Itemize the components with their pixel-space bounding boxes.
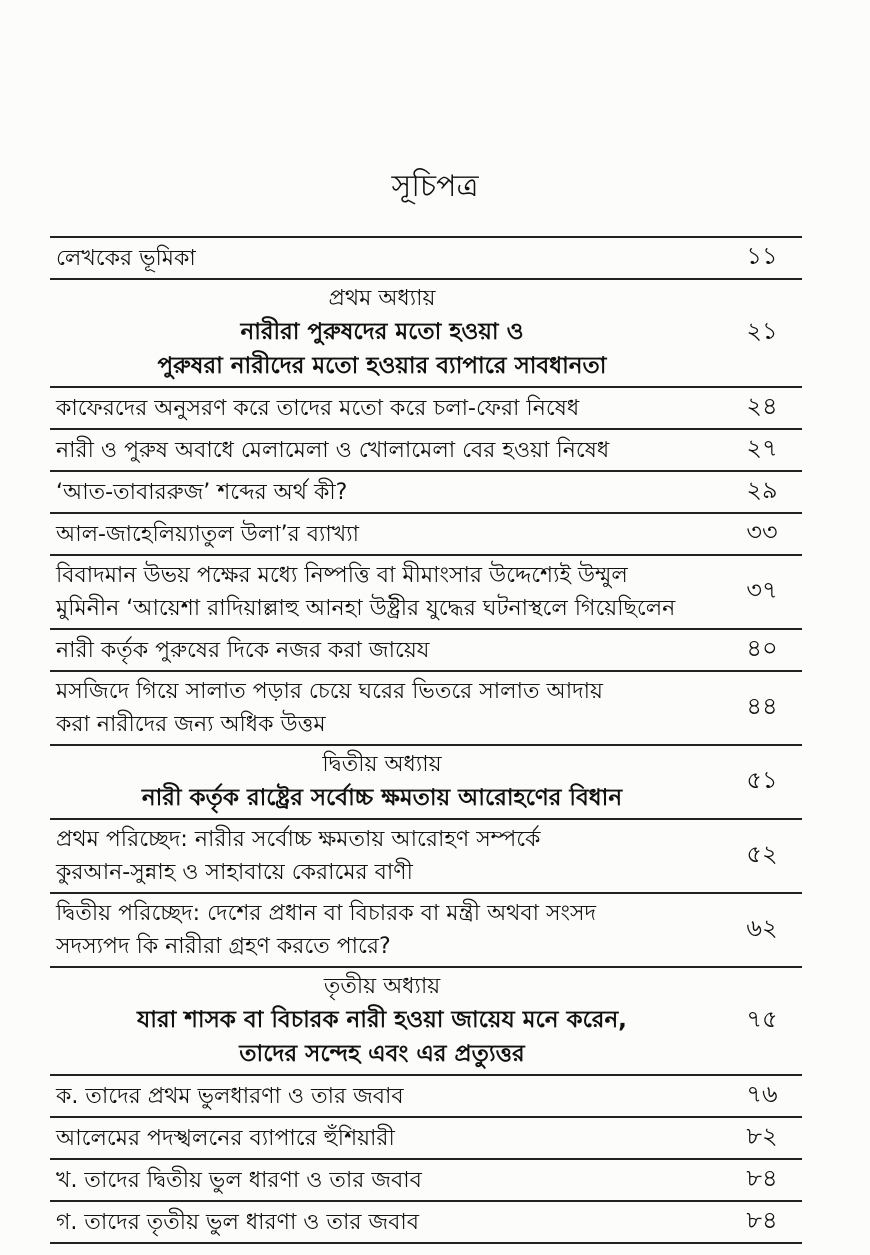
chapter-entry [50,746,802,818]
toc-entry [50,388,802,428]
page-number: ২৭ [746,434,778,462]
toc-entry [50,238,802,278]
page-number: ৬২ [746,914,778,942]
page-number: ৫১ [746,766,778,794]
toc-entry [50,1076,802,1116]
entry-text: ক. তাদের প্রথম ভুলধারণা ও তার জবাব [56,1083,404,1109]
entry-text [50,746,722,818]
page-number: ২১ [746,317,778,345]
toc-entry [50,1202,802,1242]
entry-text: খ. তাদের দ্বিতীয় ভুল ধারণা ও তার জবাব [56,1167,422,1193]
chapter-label: দ্বিতীয় অধ্যায় [322,752,442,777]
entry-text: আল-জাহেলিয়্যাতুল উলা’র ব্যাখ্যা [56,521,359,547]
entry-text: ‘আত-তাবাররুজ’ শব্দের অর্থ কী? [56,479,348,505]
toc-entry [50,1160,802,1200]
toc-entry [50,472,802,512]
entry-text: দ্বিতীয় পরিচ্ছেদ: দেশের প্রধান বা বিচারক বা মন্ত্রী অথবা সংসদ সদস্যপদ কি নারীরা গ্রহণ করতে পারে? [56,901,597,959]
toc-entry [50,430,802,470]
page-number: ৪৪ [746,692,778,720]
chapter-heading: নারীরা পুরুষদের মতো হওয়া ও পুরুষরা নারীদের মতো হওয়ার ব্যাপারে সাবধানতা [157,319,607,379]
chapter-label: প্রথম অধ্যায় [328,286,436,311]
toc-entry [50,820,802,892]
toc-entry [50,894,802,966]
entry-text: বিবাদমান উভয় পক্ষের মধ্যে নিষ্পত্তি বা মীমাংসার উদ্দেশ্যেই উম্মুল মুমিনীন ‘আয়েশা রাদিয়াল্লাহু আনহা উষ্ট্রীর যুদ্ধের ঘটনাস্থলে গিয়েছিলেন [56,563,676,621]
toc-entry [50,1118,802,1158]
page-number: ৭৫ [746,1005,778,1033]
chapter-entry [50,968,802,1074]
chapter-heading: নারী কর্তৃক রাষ্ট্রের সর্বোচ্চ ক্ষমতায় আরোহণের বিধান [141,785,623,811]
entry-text: নারী ও পুরুষ অবাধে মেলামেলা ও খোলামেলা বের হওয়া নিষেধ [56,437,610,463]
page-number: ৮২ [746,1122,778,1150]
entry-text: কাফেরদের অনুসরণ করে তাদের মতো করে চলা-ফেরা নিষেধ [56,395,580,421]
entry-text: মসজিদে গিয়ে সালাত পড়ার চেয়ে ঘরের ভিতরে সালাত আদায় করা নারীদের জন্য অধিক উত্তম [56,679,604,737]
row-divider [50,1242,802,1244]
page-number: ১১ [746,242,778,270]
entry-text: লেখকের ভূমিকা [56,245,196,271]
entry-text: আলেমের পদস্খলনের ব্যাপারে হুঁশিয়ারী [56,1125,395,1151]
page-number: ২৯ [746,476,778,504]
page-number: ৩৭ [746,576,778,604]
page-number: ৮৪ [746,1164,778,1192]
chapter-label: তৃতীয় অধ্যায় [323,974,441,999]
page-number: ৩৩ [746,518,778,546]
entry-text: নারী কর্তৃক পুরুষের দিকে নজর করা জায়েয [56,637,430,663]
page-number: ৪০ [746,634,778,662]
chapter-heading: যারা শাসক বা বিচারক নারী হওয়া জায়েয মনে করেন, তাদের সন্দেহ এবং এর প্রত্যুত্তর [137,1007,627,1067]
entry-text [50,280,722,386]
entry-text: গ. তাদের তৃতীয় ভুল ধারণা ও তার জবাব [56,1209,420,1235]
toc-entry [50,514,802,554]
toc-entry [50,630,802,670]
toc-entry [50,672,802,744]
page-number: ৫২ [746,840,778,868]
toc-entry [50,556,802,628]
chapter-entry [50,280,802,386]
page-number: ৮৪ [746,1206,778,1234]
table-of-contents [50,236,802,1244]
page-number: ৭৬ [746,1080,778,1108]
entry-text: প্রথম পরিচ্ছেদ: নারীর সর্বোচ্চ ক্ষমতায় আরোহণ সম্পর্কে কুরআন-সুন্নাহ ও সাহাবায়ে কেরামের বাণী [56,827,541,885]
entry-text [50,968,722,1074]
page-number: ২৪ [746,392,778,420]
page-title: সূচিপত্র [391,169,479,204]
